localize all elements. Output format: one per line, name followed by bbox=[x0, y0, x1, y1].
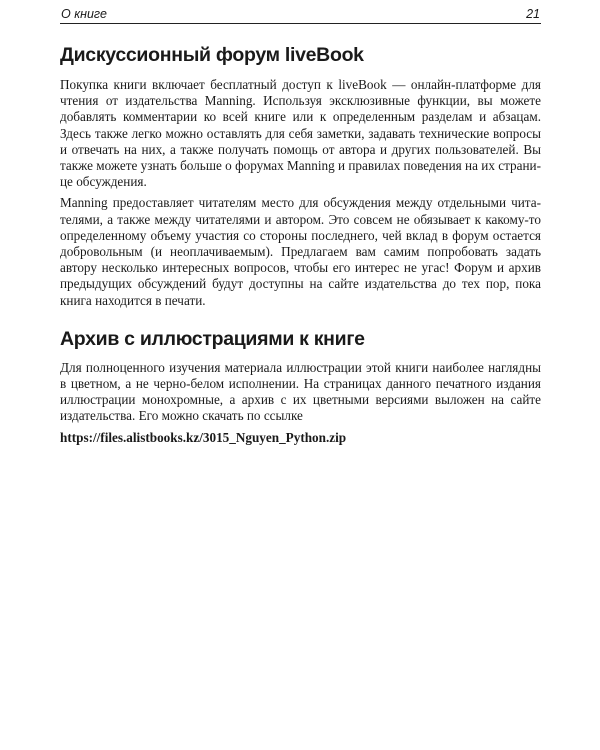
section-heading-illustrations: Архив с иллюстрациями к книге bbox=[60, 327, 365, 350]
forum-paragraph-2: Manning предоставляет читателям место для обсуждения между отдельными читателями, а также между читателями и автором. Это совсем не обязывает к какому-то определенному объему участия со стороны последнего, чей вклад в форум остается добровольным (и неоплачиваемым). Предлагаем вам самим попробовать задать автору несколько интересных вопросов, чтобы его интерес не угас! Форум и архив предыдущих обсуждений будут доступны на сайте издательства до тех пор, пока книга находится в печати. bbox=[60, 195, 541, 308]
forum-paragraph-1: Покупка книги включает бесплатный доступ к liveBook — онлайн-платформе для чтения от издательства Manning. Используя эксклюзивные функции, вы можете добавлять комментарии ко всей книге или к определенным разделам и абзацам. Здесь также легко можно оставлять для себя заметки, задавать технические вопросы и отвечать на них, а также получать помощь от автора и других пользователей. Вы также можете узнать больше о форумах Manning и правилах поведения на их странице обсуждения. bbox=[60, 77, 541, 190]
running-header-chapter: О книге bbox=[61, 7, 107, 21]
archive-download-link[interactable]: https://files.alistbooks.kz/3015_Nguyen_Python.zip bbox=[60, 429, 347, 445]
illustrations-paragraph: Для полноценного изучения материала иллюстрации этой книги наиболее наглядны в цветном, а не черно-белом исполнении. На страницах данного печатного издания иллюстрации монохромные, а архив с их цветными версиями выложен на сайте издательства. Его можно скачать по ссылке bbox=[60, 359, 541, 424]
book-page bbox=[60, 6, 541, 446]
section-heading-forum: Дискуссионный форум liveBook bbox=[60, 44, 364, 66]
running-header bbox=[60, 6, 541, 24]
page-number: 21 bbox=[526, 7, 540, 21]
